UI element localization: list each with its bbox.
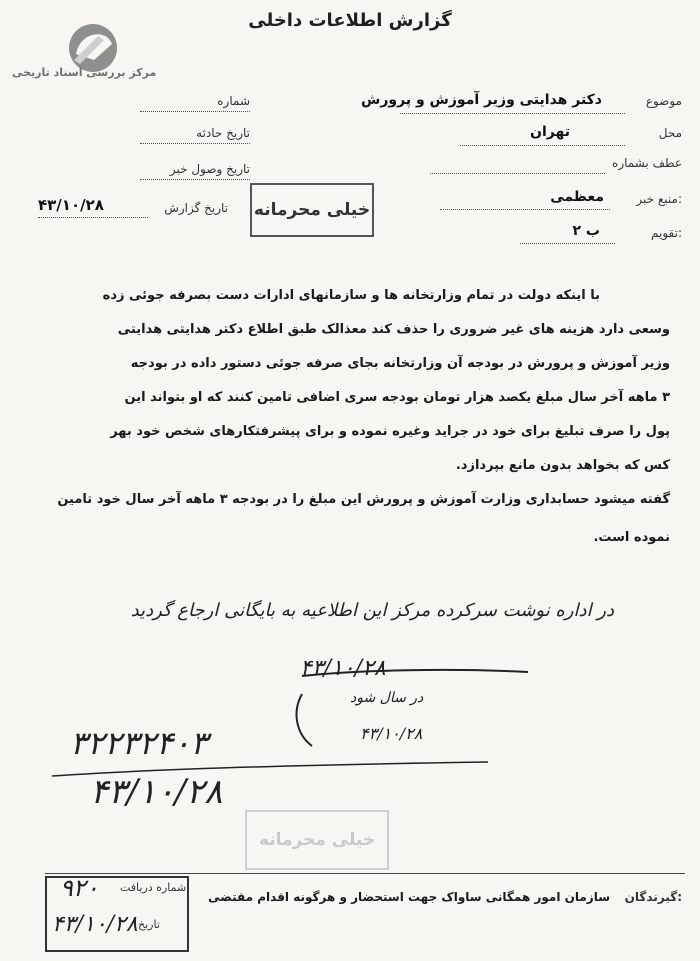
document-title: گزارش اطلاعات داخلی bbox=[248, 10, 452, 31]
classification-stamp: خیلی محرمانه bbox=[250, 183, 374, 237]
recipients-text: سازمان امور همگانی ساواک جهت استحضار و هرگونه اقدام مقتضی bbox=[208, 890, 610, 904]
field-subject-value: دکتر هدایتی وزیر آموزش و پرورش bbox=[361, 92, 602, 108]
field-number-label: شماره bbox=[217, 94, 250, 108]
receipt-date-label: تاریخ bbox=[138, 918, 160, 931]
handwritten-number: ۳۲۲۳۲۴۰۳ bbox=[70, 724, 208, 762]
body-line-3: وزیر آموزش و پرورش در بودجه آن وزارتخانه بجای صرفه جوئی دستور داده در بودجه bbox=[130, 356, 670, 371]
field-place-label: محل bbox=[658, 126, 682, 140]
field-calendar-value: ب ۲ bbox=[572, 223, 600, 239]
field-reference-label: عطف بشماره bbox=[612, 156, 682, 170]
field-report-date-label: تاریخ گزارش bbox=[164, 201, 228, 215]
handwritten-date-2: ۴۳/۱۰/۲۸ bbox=[360, 724, 423, 743]
handwritten-date-3: ۴۳/۱۰/۲۸ bbox=[90, 772, 223, 812]
field-report-date-value: ۴۳/۱۰/۲۸ bbox=[38, 196, 104, 214]
footer-divider bbox=[45, 873, 685, 874]
faint-classification-stamp: خیلی محرمانه bbox=[245, 810, 389, 870]
field-calendar-label: تقویم: bbox=[651, 226, 682, 240]
field-source-dots bbox=[440, 208, 610, 210]
field-received-date-label: تاریخ وصول خبر bbox=[169, 162, 250, 176]
body-line-4: ۳ ماهه آخر سال مبلغ یکصد هزار تومان بودجه سری اضافی تامین کنند که او بتواند این bbox=[124, 390, 670, 405]
body-line-2: وسعی دارد هزینه های غیر ضروری را حذف کند معذالک طبق اطلاع دکتر هدایتی هدایتی bbox=[117, 322, 670, 337]
field-place-value: تهران bbox=[530, 124, 570, 140]
body-line-7: گفته میشود حسابداری وزارت آموزش و پرورش این مبلغ را در بودجه ۳ ماهه آخر سال خود تامین bbox=[57, 492, 670, 507]
field-subject-dots bbox=[400, 112, 625, 114]
handwritten-date-1: ۴۳/۱۰/۲۸ bbox=[300, 656, 386, 681]
field-source-value: معظمی bbox=[550, 189, 604, 205]
field-incident-date-dots bbox=[140, 142, 250, 144]
handwritten-stroke bbox=[288, 690, 318, 750]
body-line-1: با اینکه دولت در تمام وزارتخانه ها و سازمانهای ادارات دست بصرفه جوئی زده bbox=[102, 288, 600, 303]
body-line-6: کس که بخواهد بدون مانع بپردازد. bbox=[455, 458, 670, 473]
handwritten-filing-note: در سال شود bbox=[350, 690, 424, 706]
field-place-dots bbox=[460, 144, 625, 146]
strikethrough-line bbox=[300, 660, 530, 684]
handwritten-note: در اداره نوشت سرکرده مرکز این اطلاعیه به بایگانی ارجاع گردید bbox=[130, 600, 614, 621]
field-number-dots bbox=[140, 110, 250, 112]
field-calendar-dots bbox=[520, 242, 615, 244]
receipt-date-value: ۴۳/۱۰/۲۸ bbox=[52, 912, 138, 937]
field-subject-label: موضوع bbox=[645, 94, 682, 108]
recipients-label: گیرندگان: bbox=[624, 890, 682, 904]
field-received-date-dots bbox=[140, 178, 250, 180]
body-line-8: نموده است. bbox=[593, 530, 670, 545]
field-report-date-dots bbox=[38, 216, 148, 218]
body-line-5: پول را صرف تبلیغ برای خود در جراید وغیره نموده و برای پیشرفتکارهای شخص خود بهر bbox=[110, 424, 670, 439]
archive-logo-caption: مرکز بررسی اسناد تاریخی bbox=[12, 66, 157, 79]
field-incident-date-label: تاریخ حادثه bbox=[196, 126, 250, 140]
receipt-number-value: ۹۲۰ bbox=[60, 874, 99, 902]
receipt-number-label: شماره دریافت bbox=[120, 881, 187, 894]
field-reference-dots bbox=[430, 172, 605, 174]
field-source-label: منبع خبر: bbox=[636, 192, 682, 206]
